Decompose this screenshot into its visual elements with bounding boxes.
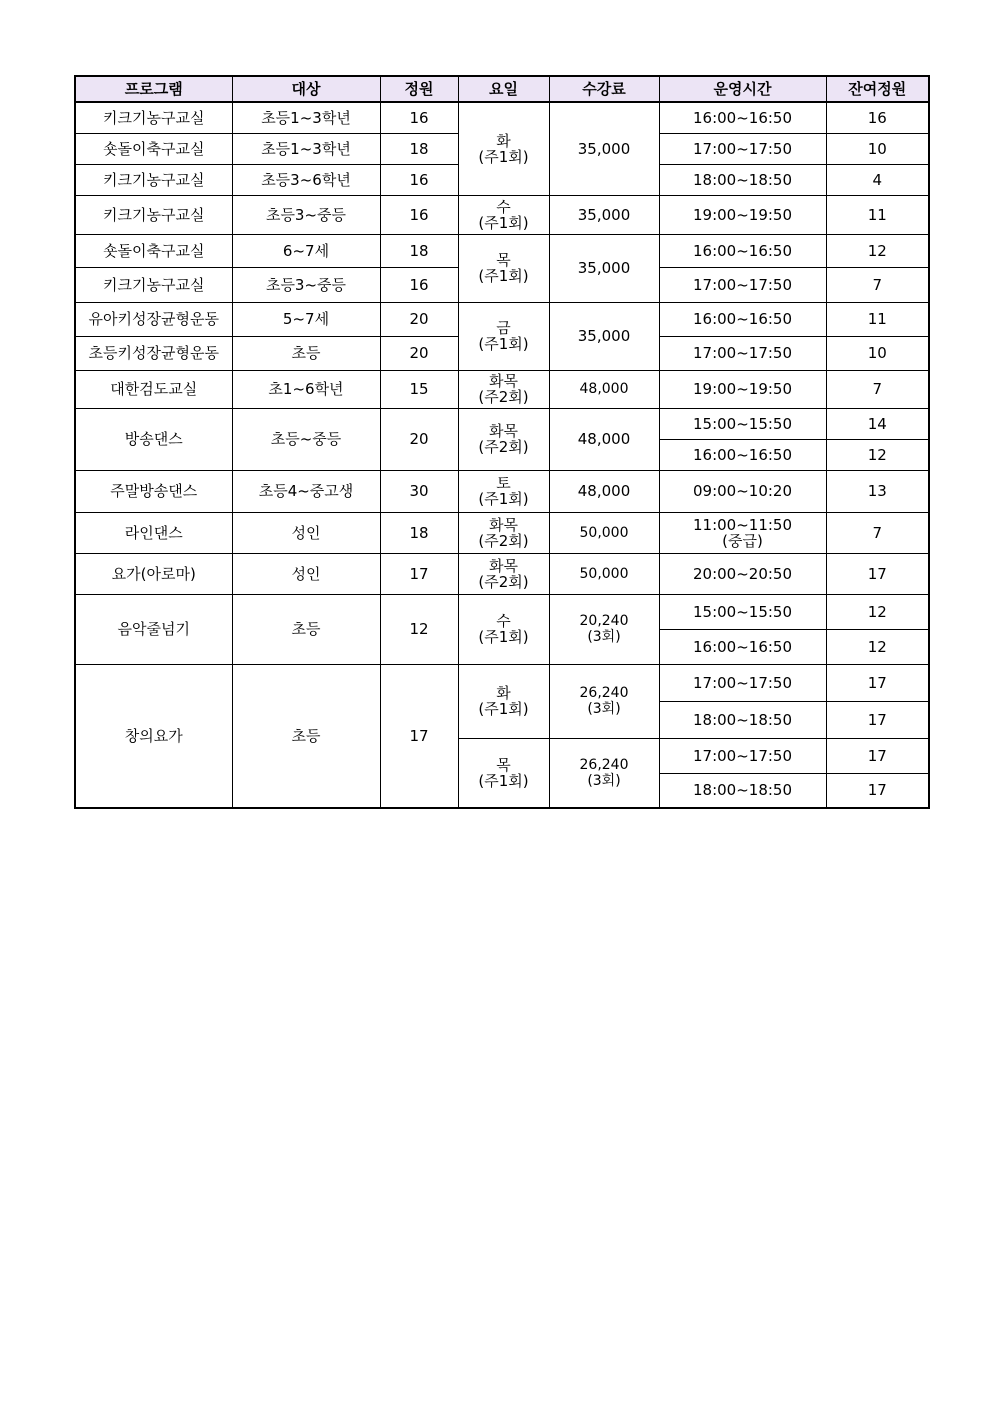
program-cell: 주말방송댄스 xyxy=(75,470,232,512)
target-cell: 초1~6학년 xyxy=(232,370,380,408)
day-cell: 수 (주1회) xyxy=(458,594,549,664)
table-row xyxy=(75,512,929,553)
remaining-cell: 12 xyxy=(826,629,929,664)
target-cell: 초등1~3학년 xyxy=(232,133,380,164)
capacity-cell: 15 xyxy=(380,370,458,408)
remaining-cell: 12 xyxy=(826,594,929,629)
program-cell: 키크기농구교실 xyxy=(75,267,232,302)
time-cell: 20:00~20:50 xyxy=(659,553,826,594)
time-cell: 16:00~16:50 xyxy=(659,302,826,336)
header-fee: 수강료 xyxy=(549,76,659,102)
remaining-cell: 17 xyxy=(826,553,929,594)
time-cell: 18:00~18:50 xyxy=(659,701,826,738)
fee-cell: 50,000 xyxy=(549,512,659,553)
header-row xyxy=(75,76,929,102)
table-body xyxy=(75,102,929,808)
target-cell: 초등3~6학년 xyxy=(232,164,380,195)
remaining-cell: 10 xyxy=(826,133,929,164)
fee-cell: 35,000 xyxy=(549,302,659,370)
remaining-cell: 4 xyxy=(826,164,929,195)
day-cell: 수 (주1회) xyxy=(458,195,549,234)
time-cell: 16:00~16:50 xyxy=(659,439,826,470)
capacity-cell: 12 xyxy=(380,594,458,664)
capacity-cell: 20 xyxy=(380,302,458,336)
table-row xyxy=(75,594,929,629)
program-cell: 라인댄스 xyxy=(75,512,232,553)
fee-cell: 35,000 xyxy=(549,102,659,195)
table-row xyxy=(75,195,929,234)
program-cell: 방송댄스 xyxy=(75,408,232,470)
remaining-cell: 17 xyxy=(826,773,929,808)
program-cell: 키크기농구교실 xyxy=(75,195,232,234)
table-row xyxy=(75,664,929,701)
time-cell: 16:00~16:50 xyxy=(659,629,826,664)
capacity-cell: 16 xyxy=(380,102,458,133)
time-cell: 17:00~17:50 xyxy=(659,133,826,164)
capacity-cell: 20 xyxy=(380,336,458,370)
remaining-cell: 14 xyxy=(826,408,929,439)
day-cell: 목 (주1회) xyxy=(458,234,549,302)
day-cell: 화목 (주2회) xyxy=(458,408,549,470)
remaining-cell: 17 xyxy=(826,664,929,701)
program-schedule-table xyxy=(74,75,930,809)
target-cell: 초등 xyxy=(232,594,380,664)
program-cell: 키크기농구교실 xyxy=(75,164,232,195)
day-cell: 토 (주1회) xyxy=(458,470,549,512)
fee-cell: 48,000 xyxy=(549,370,659,408)
fee-cell: 20,240 (3회) xyxy=(549,594,659,664)
program-cell: 음악줄넘기 xyxy=(75,594,232,664)
time-cell: 18:00~18:50 xyxy=(659,164,826,195)
capacity-cell: 16 xyxy=(380,195,458,234)
remaining-cell: 12 xyxy=(826,234,929,267)
capacity-cell: 18 xyxy=(380,512,458,553)
remaining-cell: 13 xyxy=(826,470,929,512)
header-day: 요일 xyxy=(458,76,549,102)
table-row xyxy=(75,553,929,594)
capacity-cell: 18 xyxy=(380,133,458,164)
target-cell: 5~7세 xyxy=(232,302,380,336)
time-cell: 16:00~16:50 xyxy=(659,102,826,133)
fee-cell: 48,000 xyxy=(549,408,659,470)
remaining-cell: 7 xyxy=(826,370,929,408)
fee-cell: 35,000 xyxy=(549,195,659,234)
remaining-cell: 17 xyxy=(826,738,929,773)
capacity-cell: 16 xyxy=(380,164,458,195)
day-cell: 화 (주1회) xyxy=(458,102,549,195)
header-time: 운영시간 xyxy=(659,76,826,102)
header-program: 프로그램 xyxy=(75,76,232,102)
remaining-cell: 12 xyxy=(826,439,929,470)
table-row xyxy=(75,470,929,512)
day-cell: 화 (주1회) xyxy=(458,664,549,738)
table-row xyxy=(75,102,929,133)
target-cell: 성인 xyxy=(232,553,380,594)
table-row xyxy=(75,234,929,267)
time-cell: 17:00~17:50 xyxy=(659,336,826,370)
fee-cell: 35,000 xyxy=(549,234,659,302)
remaining-cell: 7 xyxy=(826,267,929,302)
remaining-cell: 7 xyxy=(826,512,929,553)
capacity-cell: 17 xyxy=(380,664,458,808)
remaining-cell: 11 xyxy=(826,302,929,336)
program-cell: 키크기농구교실 xyxy=(75,102,232,133)
fee-cell: 50,000 xyxy=(549,553,659,594)
table-row xyxy=(75,302,929,336)
time-cell: 09:00~10:20 xyxy=(659,470,826,512)
time-cell: 16:00~16:50 xyxy=(659,234,826,267)
capacity-cell: 20 xyxy=(380,408,458,470)
program-cell: 초등키성장균형운동 xyxy=(75,336,232,370)
program-cell: 유아키성장균형운동 xyxy=(75,302,232,336)
day-cell: 금 (주1회) xyxy=(458,302,549,370)
program-cell: 숏돌이축구교실 xyxy=(75,133,232,164)
remaining-cell: 10 xyxy=(826,336,929,370)
time-cell: 19:00~19:50 xyxy=(659,195,826,234)
time-cell: 15:00~15:50 xyxy=(659,408,826,439)
capacity-cell: 17 xyxy=(380,553,458,594)
remaining-cell: 17 xyxy=(826,701,929,738)
program-cell: 창의요가 xyxy=(75,664,232,808)
day-cell: 화목 (주2회) xyxy=(458,553,549,594)
fee-cell: 48,000 xyxy=(549,470,659,512)
capacity-cell: 16 xyxy=(380,267,458,302)
time-cell: 18:00~18:50 xyxy=(659,773,826,808)
header-remaining: 잔여정원 xyxy=(826,76,929,102)
program-cell: 요가(아로마) xyxy=(75,553,232,594)
program-cell: 대한검도교실 xyxy=(75,370,232,408)
time-cell: 15:00~15:50 xyxy=(659,594,826,629)
day-cell: 목 (주1회) xyxy=(458,738,549,808)
target-cell: 초등1~3학년 xyxy=(232,102,380,133)
target-cell: 초등4~중고생 xyxy=(232,470,380,512)
remaining-cell: 11 xyxy=(826,195,929,234)
fee-cell: 26,240 (3회) xyxy=(549,738,659,808)
day-cell: 화목 (주2회) xyxy=(458,512,549,553)
header-capacity: 정원 xyxy=(380,76,458,102)
header-target: 대상 xyxy=(232,76,380,102)
remaining-cell: 16 xyxy=(826,102,929,133)
table-row xyxy=(75,408,929,439)
capacity-cell: 30 xyxy=(380,470,458,512)
table-row xyxy=(75,370,929,408)
target-cell: 6~7세 xyxy=(232,234,380,267)
capacity-cell: 18 xyxy=(380,234,458,267)
program-cell: 숏돌이축구교실 xyxy=(75,234,232,267)
target-cell: 초등~중등 xyxy=(232,408,380,470)
day-cell: 화목 (주2회) xyxy=(458,370,549,408)
time-cell: 11:00~11:50 (중급) xyxy=(659,512,826,553)
time-cell: 17:00~17:50 xyxy=(659,267,826,302)
time-cell: 17:00~17:50 xyxy=(659,738,826,773)
time-cell: 17:00~17:50 xyxy=(659,664,826,701)
target-cell: 성인 xyxy=(232,512,380,553)
target-cell: 초등 xyxy=(232,336,380,370)
fee-cell: 26,240 (3회) xyxy=(549,664,659,738)
target-cell: 초등3~중등 xyxy=(232,267,380,302)
time-cell: 19:00~19:50 xyxy=(659,370,826,408)
target-cell: 초등 xyxy=(232,664,380,808)
target-cell: 초등3~중등 xyxy=(232,195,380,234)
